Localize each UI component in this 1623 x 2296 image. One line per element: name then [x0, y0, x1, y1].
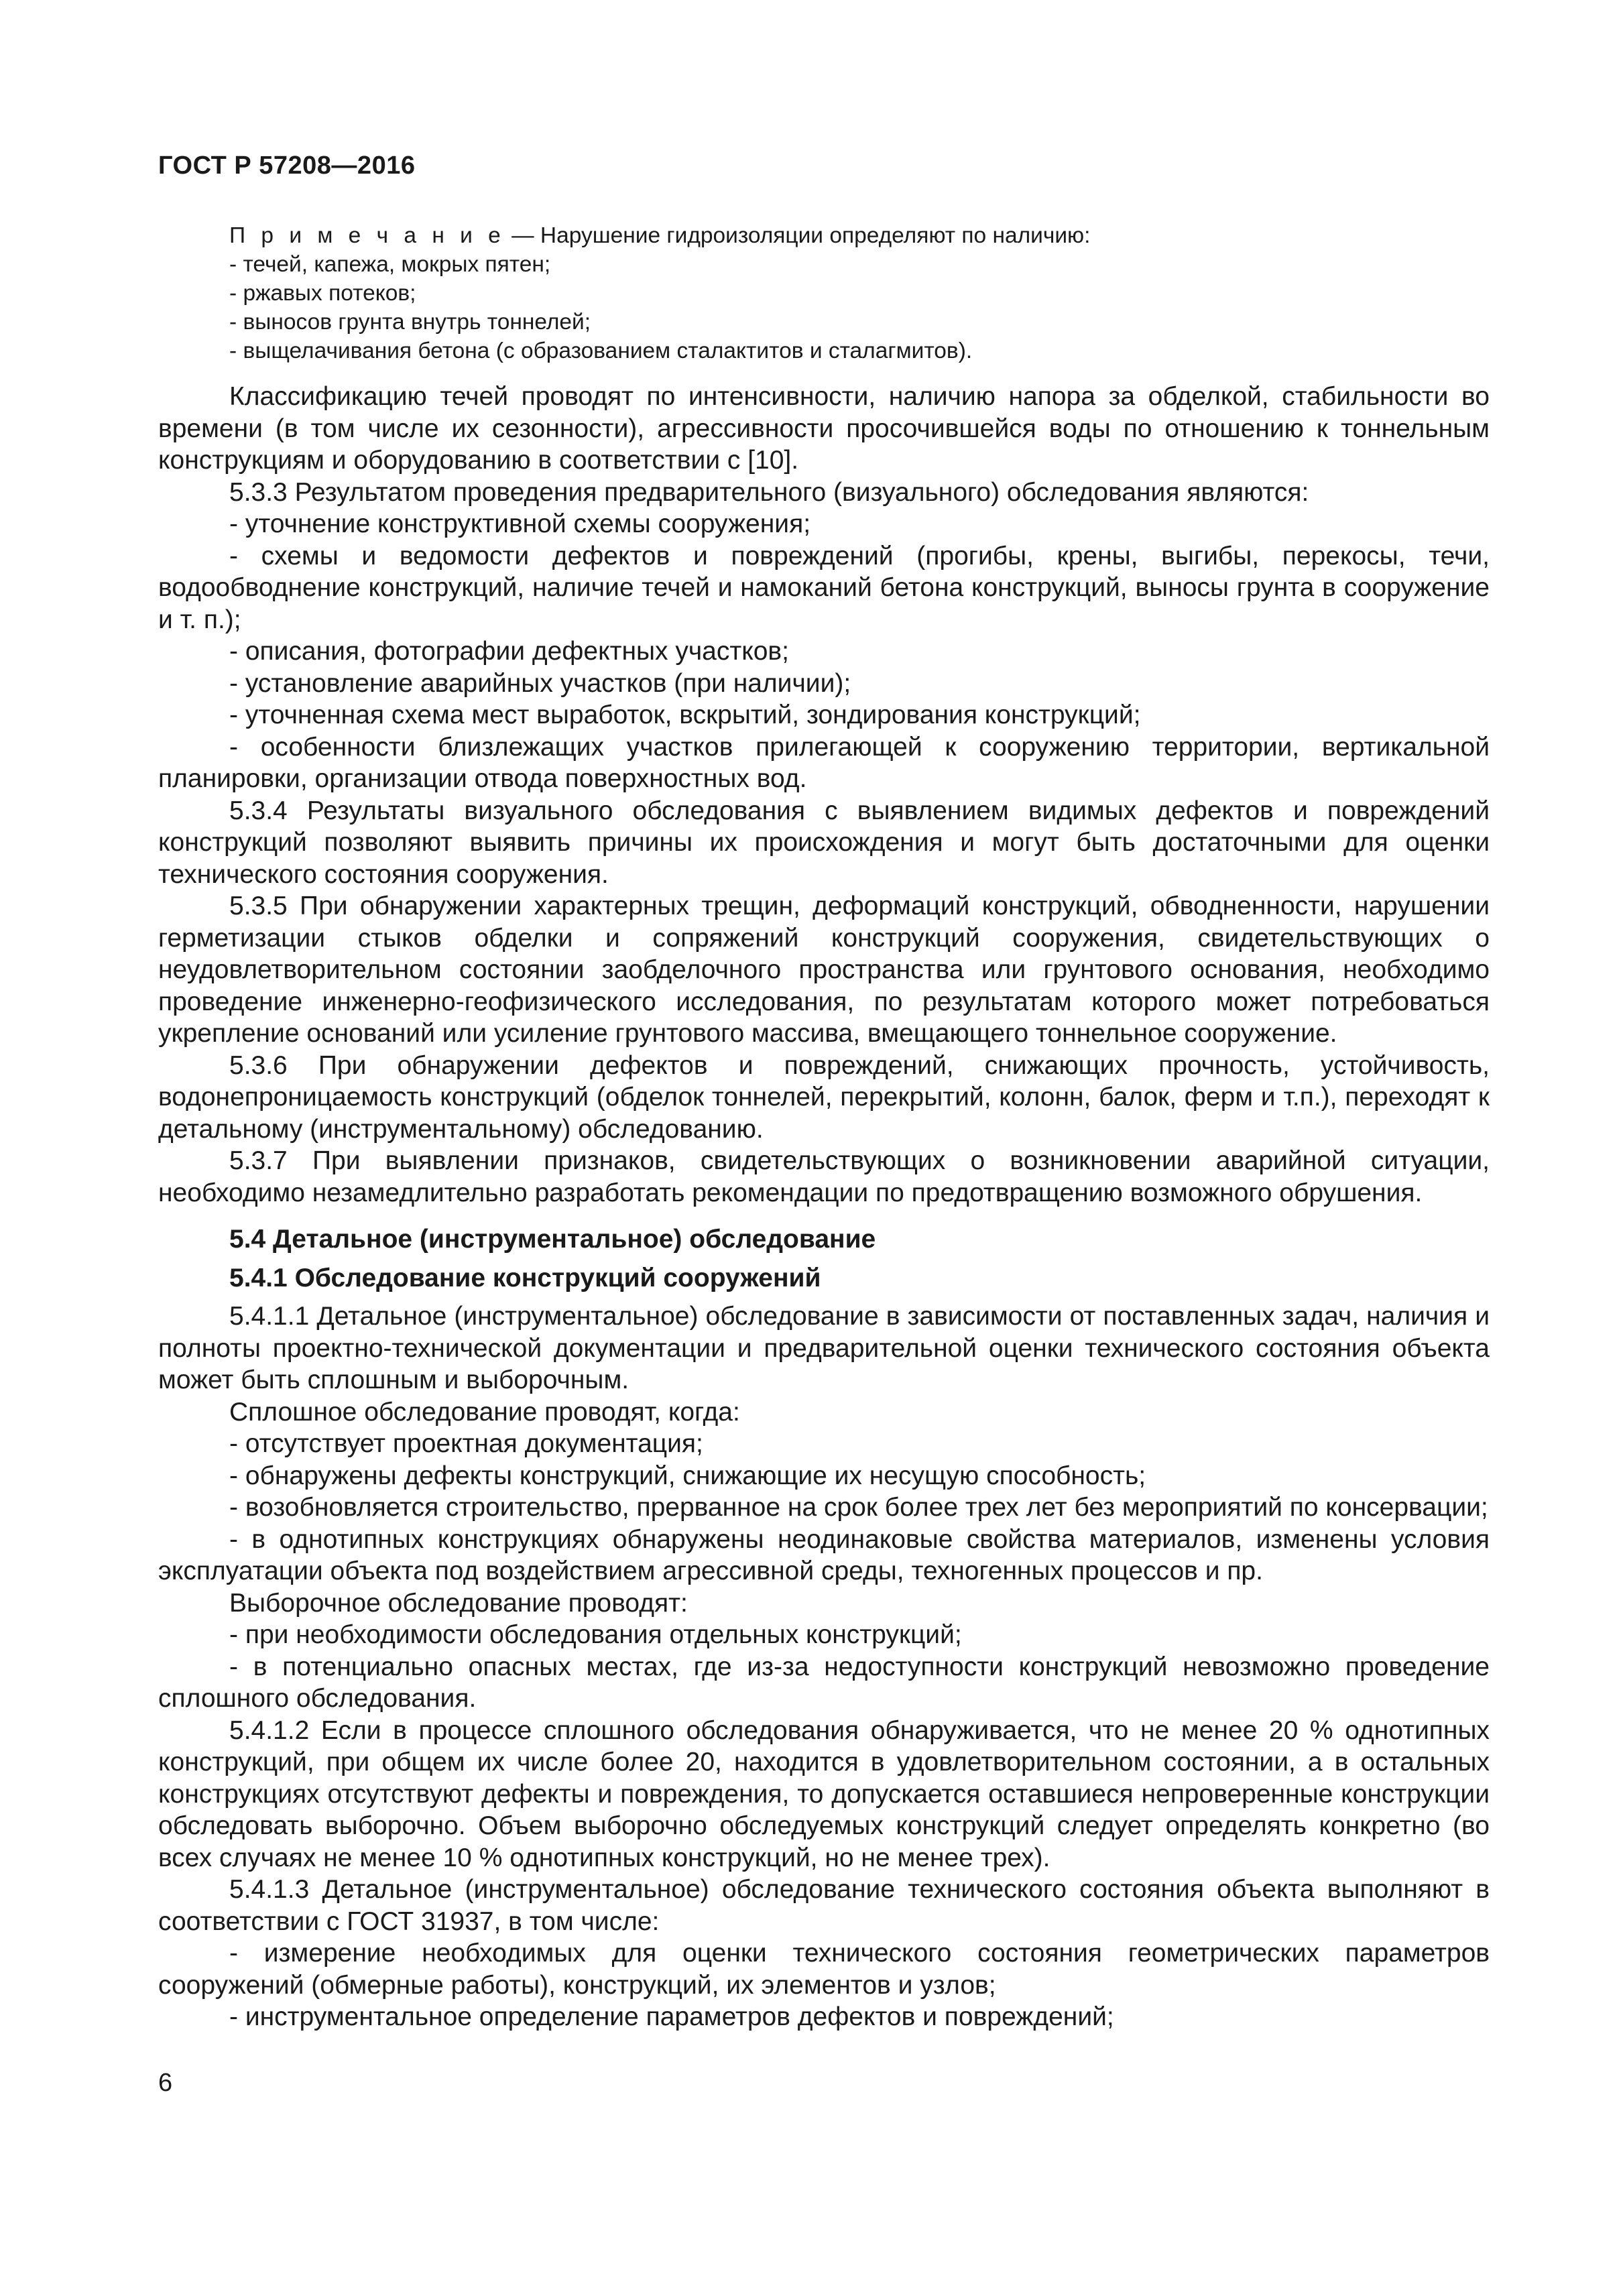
paragraph: 5.3.6 При обнаружении дефектов и повреждений, снижающих прочность, устойчивость, водонепроницаемость конструкций (обделок тоннелей, перекрытий, колонн, балок, ферм и т.п.), переходят к детальному (инструментальному) обследованию.: [158, 1050, 1490, 1144]
note-label: П р и м е ч а н и е: [229, 223, 505, 248]
list-item: - установление аварийных участков (при наличии);: [229, 668, 851, 698]
list-item: - отсутствует проектная документация;: [229, 1429, 703, 1458]
list-item: - в однотипных конструкциях обнаружены неодинаковые свойства материалов, изменены условия эксплуатации объекта под воздействием агрессивной среды, техногенных процессов и пр.: [158, 1524, 1490, 1585]
paragraph: Выборочное обследование проводят:: [229, 1588, 688, 1618]
page-number: 6: [158, 2069, 173, 2097]
note-item: - ржавых потеков;: [229, 281, 416, 306]
paragraph: 5.4.1.2 Если в процессе сплошного обследования обнаруживается, что не менее 20 % однотипных конструкций, при общем их числе более 20, находится в удовлетворительном состоянии, а в остальных конструкциях отсутствуют дефекты и повреждения, то допускается оставшиеся непроверенные конструкции обследовать выборочно. Объем выборочно обследуемых конструкций следует определять конкретно (во всех случаях не менее 10 % однотипных конструкций, но не менее трех).: [158, 1715, 1490, 1872]
section-heading: 5.4 Детальное (инструментальное) обследование: [229, 1225, 876, 1254]
list-item: - возобновляется строительство, прерванное на срок более трех лет без мероприятий по консервации;: [229, 1493, 1488, 1522]
list-item: - в потенциально опасных местах, где из-за недоступности конструкций невозможно проведение сплошного обследования.: [158, 1652, 1490, 1713]
subsection-heading: 5.4.1 Обследование конструкций сооружений: [229, 1263, 821, 1292]
list-item: - уточненная схема мест выработок, вскрытий, зондирования конструкций;: [229, 701, 1141, 729]
paragraph: 5.4.1.1 Детальное (инструментальное) обследование в зависимости от поставленных задач, наличия и полноты проектно-технической документации и предварительной оценки технического состояния объекта может быть сплошным и выборочным.: [158, 1302, 1490, 1394]
paragraph: 5.3.3 Результатом проведения предварительного (визуального) обследования являются:: [229, 477, 1309, 507]
list-item: - инструментальное определение параметров дефектов и повреждений;: [229, 2002, 1114, 2031]
list-item: - схемы и ведомости дефектов и повреждений (прогибы, крены, выгибы, перекосы, течи, водообводнение конструкций, наличие течей и намоканий бетона конструкций, выносы грунта в сооружение и т. п.);: [158, 541, 1490, 634]
paragraph: Сплошное обследование проводят, когда:: [229, 1397, 740, 1427]
note-block: [229, 221, 1490, 365]
note-item: - выносов грунта внутрь тоннелей;: [229, 310, 591, 335]
paragraph: 5.3.4 Результаты визуального обследования с выявлением видимых дефектов и повреждений конструкций позволяют выявить причины их происхождения и могут быть достаточными для оценки технического состояния сооружения.: [158, 796, 1490, 889]
document-header: ГОСТ Р 57208—2016: [158, 152, 416, 180]
note-item: - выщелачивания бетона (с образованием сталактитов и сталагмитов).: [229, 339, 973, 363]
note-heading: [229, 221, 1490, 250]
paragraph: 5.4.1.3 Детальное (инструментальное) обследование технического состояния объекта выполняют в соответствии с ГОСТ 31937, в том числе:: [158, 1875, 1490, 1936]
note-text: — Нарушение гидроизоляции определяют по наличию:: [505, 223, 1091, 248]
paragraph: 5.3.7 При выявлении признаков, свидетельствующих о возникновении аварийной ситуации, необходимо незамедлительно разработать рекомендации по предотвращению возможного обрушения.: [158, 1146, 1490, 1207]
paragraph: 5.3.5 При обнаружении характерных трещин, деформаций конструкций, обводненности, нарушении герметизации стыков обделки и сопряжений конструкций сооружения, свидетельствующих о неудовлетворительном состоянии заобделочного пространства или грунтового основания, необходимо проведение инженерно-геофизического исследования, по результатам которого может потребоваться укрепление оснований или усиление грунтового массива, вмещающего тоннельное сооружение.: [158, 892, 1490, 1048]
list-item: - описания, фотографии дефектных участков;: [229, 637, 789, 666]
list-item: - особенности близлежащих участков прилегающей к сооружению территории, вертикальной планировки, организации отвода поверхностных вод.: [158, 732, 1490, 793]
document-body: [158, 381, 1490, 2033]
list-item: - при необходимости обследования отдельных конструкций;: [229, 1620, 962, 1649]
list-item: - уточнение конструктивной схемы сооружения;: [229, 509, 811, 538]
note-item: - течей, капежа, мокрых пятен;: [229, 252, 551, 277]
paragraph: Классификацию течей проводят по интенсивности, наличию напора за обделкой, стабильности во времени (в том числе их сезонности), агрессивности просочившейся воды по отношению к тоннельным конструкциям и оборудованию в соответствии с [10].: [158, 382, 1490, 475]
list-item: - измерение необходимых для оценки технического состояния геометрических параметров сооружений (обмерные работы), конструкций, их элементов и узлов;: [158, 1939, 1490, 2000]
list-item: - обнаружены дефекты конструкций, снижающие их несущую способность;: [229, 1461, 1146, 1490]
